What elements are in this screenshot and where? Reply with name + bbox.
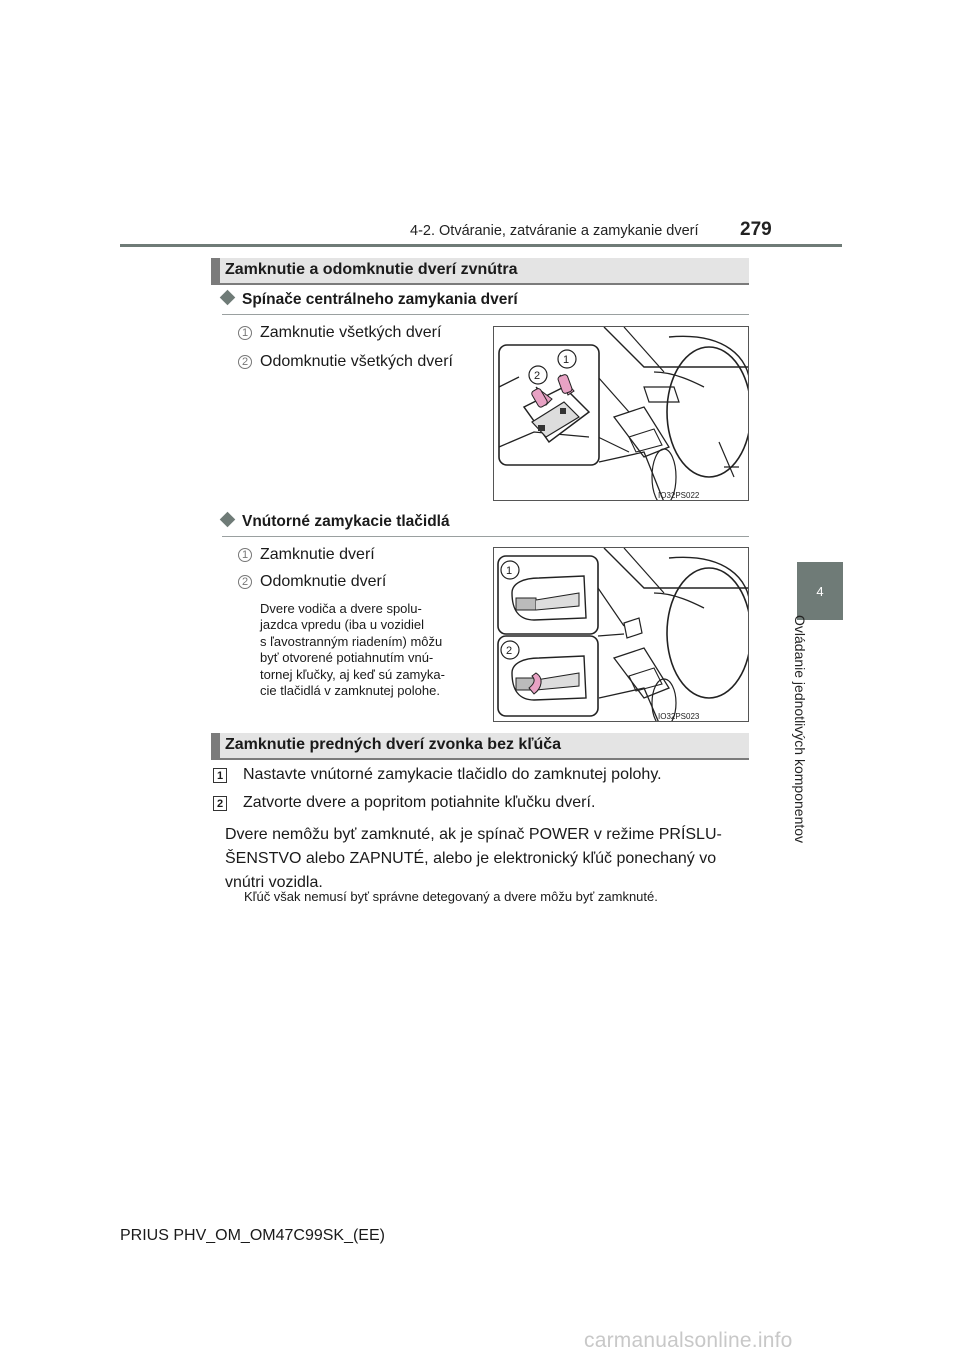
note-line: cie tlačidlá v zamknutej polohe. bbox=[260, 683, 440, 699]
diamond-bullet-icon bbox=[220, 290, 236, 306]
section-accent bbox=[211, 733, 220, 758]
list-item-text: Odomknutie všetkých dverí bbox=[260, 353, 453, 370]
subsection-title: Spínače centrálneho zamykania dverí bbox=[242, 291, 518, 308]
subsection-rule bbox=[222, 536, 749, 537]
paragraph bbox=[225, 823, 747, 895]
item-number-circle: 1 bbox=[238, 326, 252, 340]
subsection-rule bbox=[222, 314, 749, 315]
illustration-door-lock-switch bbox=[493, 326, 749, 501]
step-number-box: 2 bbox=[213, 796, 227, 811]
illustration-inside-lock-button bbox=[493, 547, 749, 722]
subsection-heading bbox=[222, 291, 518, 309]
diamond-bullet-icon bbox=[220, 512, 236, 528]
step-text: Nastavte vnútorné zamykacie tlačidlo do zamknutej polohy. bbox=[243, 766, 662, 783]
figure-callout: 1 bbox=[506, 565, 513, 577]
note-line: s ľavostranným riadením) môžu bbox=[260, 633, 443, 649]
figure-callout: 1 bbox=[563, 354, 570, 366]
section-heading-bar bbox=[211, 258, 749, 285]
item-number-circle: 1 bbox=[238, 548, 252, 562]
figure-code: IO32PS022 bbox=[658, 491, 700, 500]
chapter-tab: 4 bbox=[797, 562, 843, 620]
item-number-circle: 2 bbox=[238, 355, 252, 369]
section-title: Zamknutie a odomknutie dverí zvnútra bbox=[225, 261, 518, 278]
subsection-title: Vnútorné zamykacie tlačidlá bbox=[242, 513, 450, 530]
list-item-text: Odomknutie dverí bbox=[260, 573, 387, 590]
note-line: tornej kľučky, aj keď sú zamyka- bbox=[260, 666, 445, 682]
figure-code: IO32PS023 bbox=[658, 712, 700, 721]
page-number: 279 bbox=[740, 219, 772, 240]
paragraph-line: ŠENSTVO alebo ZAPNUTÉ, alebo je elektronický kľúč ponechaný vo bbox=[225, 850, 717, 867]
note-line: jazdca vpredu (iba u vozidiel bbox=[260, 617, 425, 633]
header-section-title: 4-2. Otváranie, zatváranie a zamykanie dverí bbox=[410, 223, 699, 239]
note-line: byť otvorené potiahnutím vnú- bbox=[260, 650, 434, 666]
watermark: carmanualsonline.info bbox=[584, 1329, 793, 1352]
subsection-heading bbox=[222, 513, 450, 531]
figure-callout: 2 bbox=[506, 645, 513, 657]
chapter-title-vertical bbox=[785, 615, 815, 865]
section-title: Zamknutie predných dverí zvonka bez kľúča bbox=[225, 736, 562, 753]
list-item-text: Zamknutie všetkých dverí bbox=[260, 324, 442, 341]
section-heading-bar bbox=[211, 733, 749, 760]
note-line: Dvere vodiča a dvere spolu- bbox=[260, 601, 422, 616]
list-item-text: Zamknutie dverí bbox=[260, 546, 375, 563]
paragraph-line: Dvere nemôžu byť zamknuté, ak je spínač POWER v režime PRÍSLU- bbox=[225, 826, 722, 843]
figure-callout: 2 bbox=[534, 370, 541, 382]
note-text bbox=[260, 601, 472, 699]
footer-manual-id: PRIUS PHV_OM_OM47C99SK_(EE) bbox=[120, 1227, 385, 1244]
chapter-title-text: Ovládanie jednotlivých komponentov bbox=[792, 615, 808, 844]
step-text: Zatvorte dvere a popritom potiahnite kľučku dverí. bbox=[243, 794, 596, 811]
paragraph-line: vnútri vozidla. bbox=[225, 874, 323, 891]
item-number-circle: 2 bbox=[238, 575, 252, 589]
note-text: Kľúč však nemusí byť správne detegovaný a dvere môžu byť zamknuté. bbox=[244, 889, 658, 904]
header-rule bbox=[120, 244, 842, 247]
step-number-box: 1 bbox=[213, 768, 227, 783]
section-accent bbox=[211, 258, 220, 283]
